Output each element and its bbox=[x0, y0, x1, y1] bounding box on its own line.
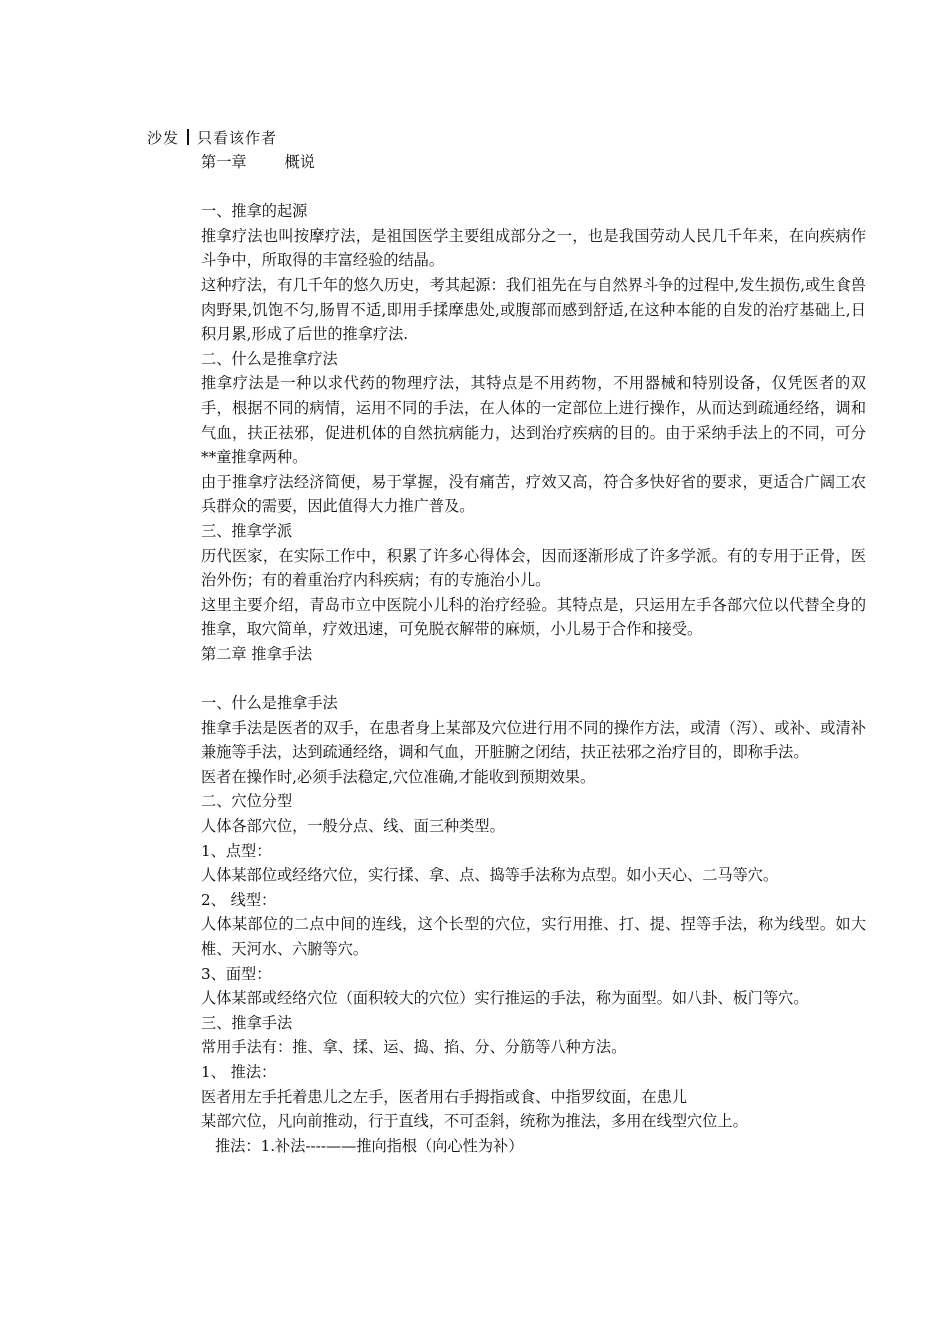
paragraph: 医者用左手托着患儿之左手，医者用右手拇指或食、中指罗纹面，在患儿 bbox=[201, 1087, 687, 1106]
paragraph: 医者在操作时,必须手法稳定,穴位准确,才能收到预期效果。 bbox=[201, 767, 596, 786]
paragraph: 这种疗法，有几千年的悠久历史，考其起源：我们祖先在与自然界斗争的过程中,发生损伤,或生食兽肉野果,饥饱不匀,肠胃不适,即用手揉摩患处,或腹部而感到舒适,在这种本能的自发的治疗基础上,日积月累,形成了后世的推拿疗法. bbox=[201, 275, 866, 344]
paragraph: 2、 线型： bbox=[201, 890, 277, 909]
chapter-2-title: 第二章 推拿手法 bbox=[201, 644, 313, 663]
paragraph: 三、推拿学派 bbox=[201, 521, 293, 540]
paragraph: 常用手法有：推、拿、揉、运、捣、掐、分、分筋等八种方法。 bbox=[201, 1038, 627, 1057]
chapter-1-title bbox=[201, 150, 866, 175]
only-author-link[interactable]: 只看该作者 bbox=[197, 129, 278, 147]
paragraph: 历代医家，在实际工作中，积累了许多心得体会，因而逐渐形成了许多学派。有的专用于正骨，医治外伤；有的着重治疗内科疾病；有的专施治小儿。 bbox=[201, 546, 866, 590]
paragraph: 三、推拿手法 bbox=[201, 1013, 293, 1032]
paragraph: 人体某部或经络穴位（面积较大的穴位）实行推运的手法，称为面型。如八卦、板门等穴。 bbox=[201, 989, 809, 1008]
paragraph: 这里主要介绍，青岛市立中医院小儿科的治疗经验。其特点是，只运用左手各部穴位以代替全身的推拿，取穴简单，疗效迅速，可免脱衣解带的麻烦，小儿易于合作和接受。 bbox=[201, 595, 866, 639]
paragraph: 一、推拿的起源 bbox=[201, 202, 308, 221]
paragraph: 推拿手法是医者的双手，在患者身上某部及穴位进行用不同的操作方法，或清（泻）、或补、或清补兼施等手法，达到疏通经络，调和气血，开脏腑之闭结，扶正祛邪之治疗目的，即称手法。 bbox=[201, 718, 866, 762]
chapter-1-number: 第一章 bbox=[201, 153, 247, 171]
paragraph: 二、什么是推拿疗法 bbox=[201, 349, 338, 368]
paragraph: 3、面型： bbox=[201, 964, 272, 983]
paragraph: 二、穴位分型 bbox=[201, 792, 293, 811]
forum-bar bbox=[147, 127, 277, 148]
paragraph: 由于推拿疗法经济简便，易于掌握，没有痛苦，疗效又高，符合多快好省的要求，更适合广阔工农兵群众的需要，因此值得大力推广普及。 bbox=[201, 472, 866, 516]
chapter-1-name: 概说 bbox=[284, 153, 315, 171]
document-body bbox=[201, 150, 866, 1158]
paragraph: 人体某部位的二点中间的连线，这个长型的穴位，实行用推、打、提、捏等手法，称为线型。如大椎、天河水、六腑等穴。 bbox=[201, 915, 866, 958]
paragraph: 推拿疗法也叫按摩疗法，是祖国医学主要组成部分之一，也是我国劳动人民几千年来，在向疾病作斗争中，所取得的丰富经验的结晶。 bbox=[201, 226, 866, 270]
paragraph: 一、什么是推拿手法 bbox=[201, 694, 338, 713]
paragraph: 人体各部穴位，一般分点、线、面三种类型。 bbox=[201, 817, 505, 836]
paragraph: 1、 推法： bbox=[201, 1062, 277, 1081]
paragraph: 人体某部位或经络穴位，实行揉、拿、点、捣等手法称为点型。如小天心、二马等穴。 bbox=[201, 866, 779, 885]
paragraph: 1、点型： bbox=[201, 841, 272, 860]
separator bbox=[187, 129, 189, 145]
paragraph: 某部穴位，凡向前推动，行于直线，不可歪斜，统称为推法，多用在线型穴位上。 bbox=[201, 1112, 748, 1131]
paragraph: 推拿疗法是一种以求代药的物理疗法，其特点是不用药物，不用器械和特别设备，仅凭医者的双手，根据不同的病情，运用不同的手法，在人体的一定部位上进行操作，从而达到疏通经络，调和气血，扶正祛邪，促进机体的自然抗病能力，达到治疗疾病的目的。由于采纳手法上的不同，可分**童推拿两种。 bbox=[201, 374, 866, 467]
paragraph: 推法：1.补法----——推向指根（向心性为补） bbox=[215, 1136, 524, 1155]
sofa-label: 沙发 bbox=[147, 129, 180, 147]
